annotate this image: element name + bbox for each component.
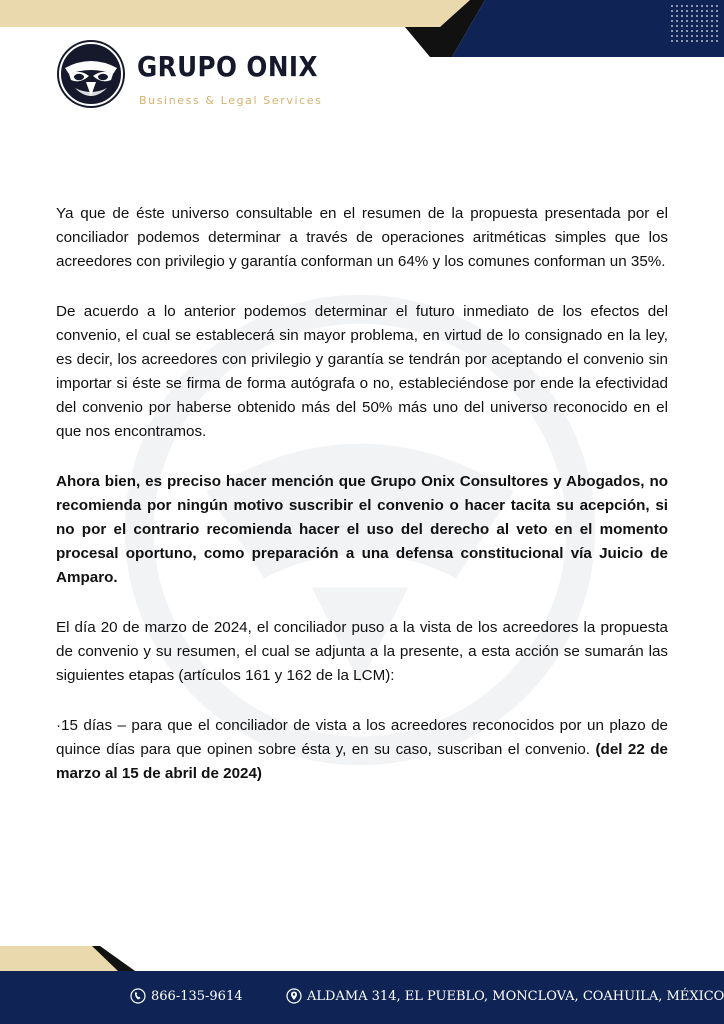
brand-tagline: Business & Legal Services xyxy=(139,94,323,107)
paragraph-4: El día 20 de marzo de 2024, el conciliador puso a la vista de los acreedores la propuesta de convenio y su resumen, el cual se adjunta a la presente, a esta acción se sumarán las siguientes etapas (artículos 161 y 162 de la LCM): xyxy=(56,619,668,684)
footer-address-text: ALDAMA 314, EL PUEBLO, MONCLOVA, COAHUILA, MÉXICO xyxy=(307,988,724,1004)
paragraph-5-date-range: (del 22 de marzo al 15 de abril de 2024) xyxy=(56,741,668,782)
footer-phone xyxy=(130,986,243,1006)
location-pin-icon xyxy=(286,988,302,1004)
company-logo xyxy=(55,38,325,110)
footer-decoration xyxy=(0,944,724,1024)
owl-emblem-icon xyxy=(55,38,127,110)
paragraph-3-emphasis: Ahora bien, es preciso hacer mención que Grupo Onix Consultores y Abogados, no recomienda por ningún motivo suscribir el convenio o hacer tacita su acepción, si no por el contrario recomienda hacer el uso del derecho al veto en el momento procesal oportuno, como preparación a una defensa constitucional vía Juicio de Amparo. xyxy=(56,473,668,586)
brand-name: GRUPO ONIX xyxy=(137,50,318,83)
paragraph-1: Ya que de éste universo consultable en el resumen de la propuesta presentada por el conciliador podemos determinar a través de operaciones aritméticas simples que los acreedores con privilegio y garantía conforman un 64% y los comunes conforman un 35%. xyxy=(56,205,668,270)
document-body xyxy=(56,202,668,812)
paragraph-2: De acuerdo a lo anterior podemos determinar el futuro inmediato de los efectos del convenio, el cual se establecerá sin mayor problema, en virtud de lo consignado en la ley, es decir, los acreedores con privilegio y garantía se tendrán por aceptando el convenio sin importar si éste se firma de forma autógrafa o no, estableciéndose por ende la efectividad del convenio por haberse obtenido más del 50% más uno del universo reconocido en el que nos encontramos. xyxy=(56,303,668,440)
paragraph-5 xyxy=(56,714,668,786)
footer-phone-text: 866-135-9614 xyxy=(151,988,243,1004)
phone-icon xyxy=(130,988,146,1004)
paragraph-5-text: ·15 días – para que el conciliador de vista a los acreedores reconocidos por un plazo de quince días para que opinen sobre ésta y, en su caso, suscriban el convenio. xyxy=(56,717,668,758)
footer-address xyxy=(286,986,724,1006)
